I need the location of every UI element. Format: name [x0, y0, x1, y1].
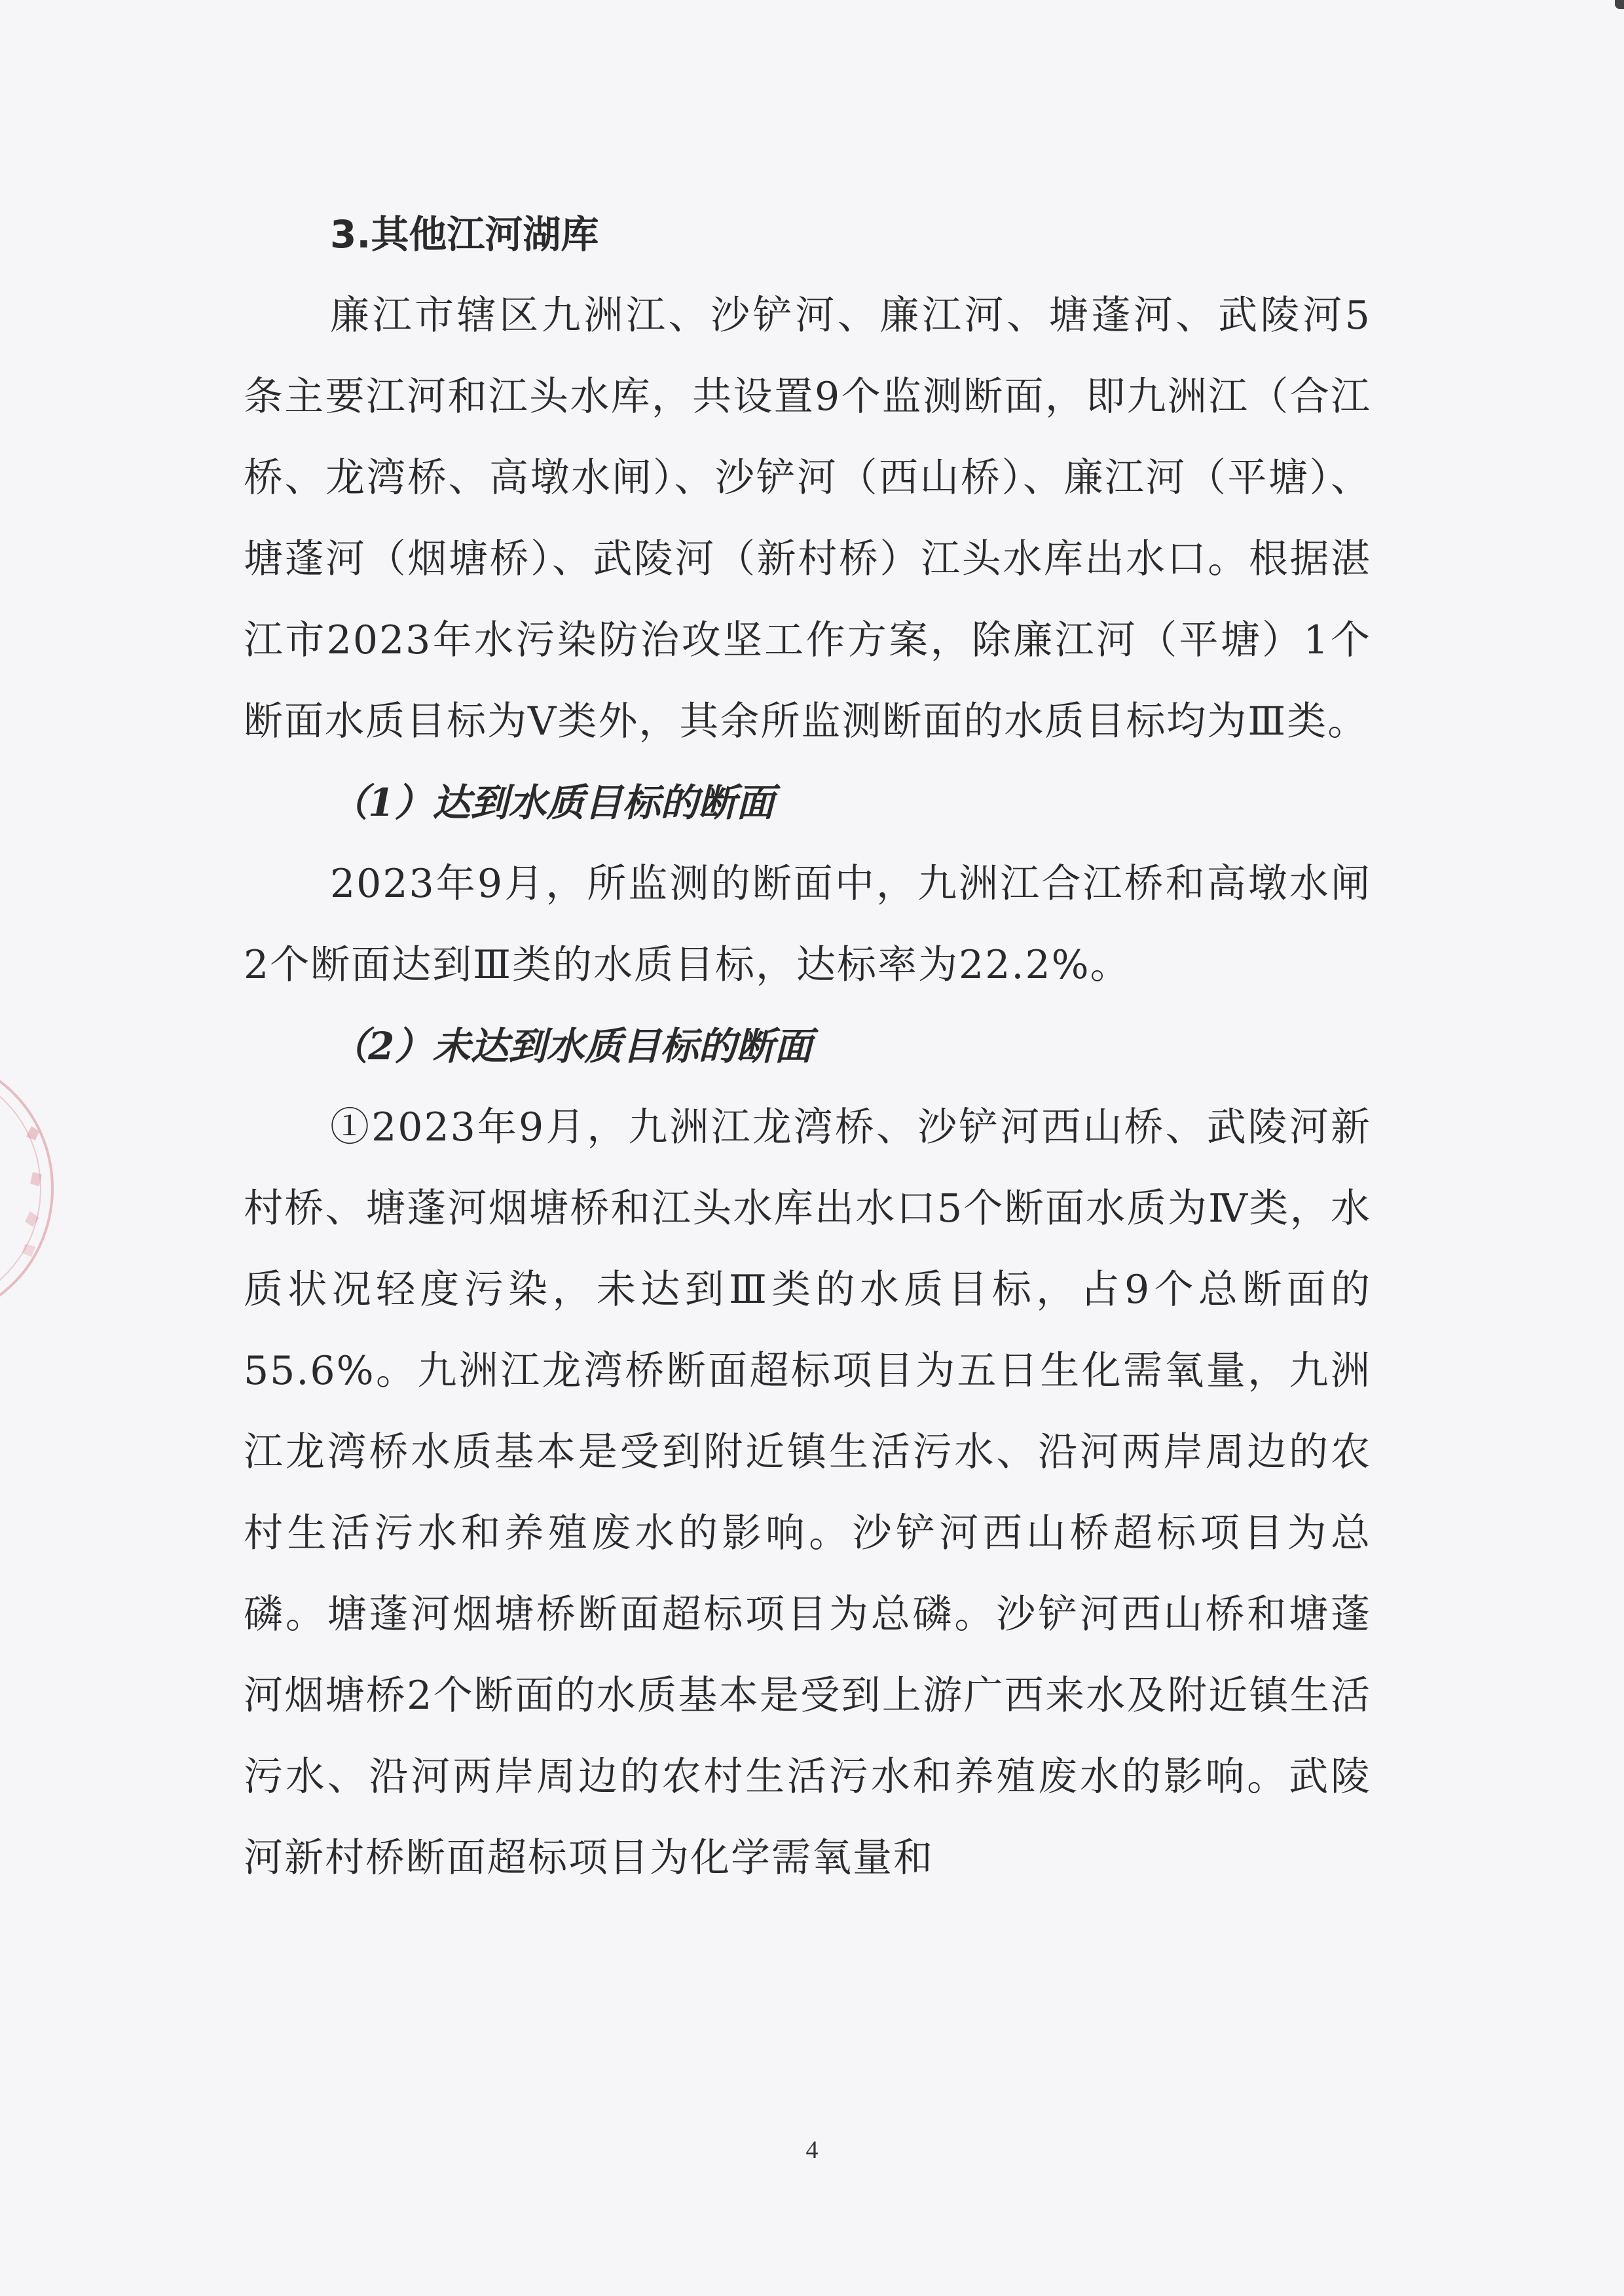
subheading-target-not-met: （2）未达到水质目标的断面: [330, 1024, 813, 1068]
seal-stamp: [0, 1048, 65, 1329]
scan-corner-mark: [1615, 0, 1624, 9]
paragraph-target-met: 2023年9月，所监测的断面中，九洲江合江桥和高墩水闸2个断面达到Ⅲ类的水质目标，达标率为22.2%。: [244, 861, 1371, 988]
paragraph-target-not-met: ①2023年9月，九洲江龙湾桥、沙铲河西山桥、武陵河新村桥、塘蓬河烟塘桥和江头水库出水口5个断面水质为Ⅳ类，水质状况轻度污染，未达到Ⅲ类的水质目标，占9个总断面的55.6%。九洲江龙湾桥断面超标项目为五日生化需氧量，九洲江龙湾桥水质基本是受到附近镇生活污水、沿河两岸周边的农村生活污水和养殖废水的影响。沙铲河西山桥超标项目为总磷。塘蓬河烟塘桥断面超标项目为总磷。沙铲河西山桥和塘蓬河烟塘桥2个断面的水质基本是受到上游广西来水及附近镇生活污水、沿河两岸周边的农村生活污水和养殖废水的影响。武陵河新村桥断面超标项目为化学需氧量和: [244, 1104, 1371, 1881]
page-number: 4: [805, 2136, 819, 2164]
document-body: [244, 194, 1371, 1899]
paragraph-overview: 廉江市辖区九洲江、沙铲河、廉江河、塘蓬河、武陵河5条主要江河和江头水库，共设置9个监测断面，即九洲江（合江桥、龙湾桥、高墩水闸）、沙铲河（西山桥）、廉江河（平塘）、塘蓬河（烟塘桥）、武陵河（新村桥）江头水库出水口。根据湛江市2023年水污染防治攻坚工作方案，除廉江河（平塘）1个断面水质目标为Ⅴ类外，其余所监测断面的水质目标均为Ⅲ类。: [244, 293, 1371, 744]
section-heading: 3.其他江河湖库: [330, 212, 599, 257]
subheading-target-met: （1）达到水质目标的断面: [330, 780, 775, 825]
